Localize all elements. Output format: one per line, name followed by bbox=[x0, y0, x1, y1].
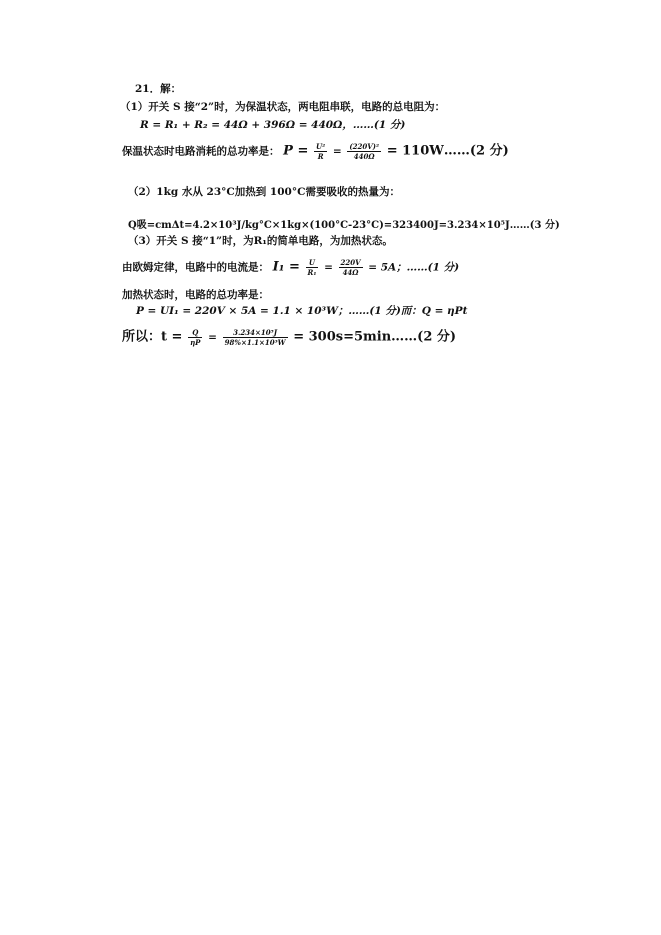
question-header: 21．解： bbox=[135, 83, 182, 95]
fraction-denominator: R bbox=[314, 151, 327, 161]
part1-power-result: = 110W……(2 分) bbox=[386, 143, 509, 159]
fraction-denominator: R₁ bbox=[307, 268, 317, 277]
fraction-denominator: 440Ω bbox=[347, 151, 381, 161]
part3-fraction-u-over-r1 bbox=[306, 258, 319, 277]
part3-current-lhs: I₁ = bbox=[272, 259, 300, 275]
part1-power-lhs: P = bbox=[283, 143, 309, 159]
part2-heat-equation: Q吸=cmΔt=4.2×10³J/kg°C×1kg×(100°C-23°C)=323400J=3.234×10⁵J……(3 分) bbox=[128, 220, 560, 231]
fraction-denominator: 44Ω bbox=[339, 267, 363, 277]
part3-fraction-q-over-etap bbox=[188, 328, 202, 347]
fraction-numerator: Q bbox=[192, 328, 199, 337]
part1-fraction-u2-over-r bbox=[314, 142, 327, 161]
part3-power-equation: P = UI₁ = 220V × 5A = 1.1 × 10³W；……(1 分)而：Q = ηPt bbox=[136, 305, 468, 317]
part3-time-result: = 300s=5min……(2 分) bbox=[293, 329, 457, 345]
part2-intro: （2）1kg 水从 23°C加热到 100°C需要吸收的热量为： bbox=[128, 186, 400, 198]
part1-resistance-equation: R = R₁ + R₂ = 44Ω + 396Ω = 440Ω，……(1 分) bbox=[140, 119, 406, 131]
fraction-numerator: 3.234×10⁵J bbox=[233, 328, 278, 337]
fraction-numerator: 220V bbox=[340, 258, 361, 267]
part3-fraction-time-values bbox=[223, 328, 288, 347]
part3-time-line: 所以：t = $\frac{Q}{\eta P}$ = $\frac{\text{3.234×10⁵J}}{\text{98\%×1.1×10³W}}$ = 300s=5min……(2 分) bbox=[122, 328, 457, 347]
part1-intro: （1）开关 S 接“2”时，为保温状态，两电阻串联，电路的总电阻为： bbox=[120, 101, 446, 113]
part1-power-line: 保温状态时电路消耗的总功率是： P = $\frac{\text{U²}}{R}$ = $\frac{\text{(220V)²}}{440\Omega}$ = 110W……(2 分) bbox=[122, 142, 509, 161]
part3-current-line: 由欧姆定律，电路中的电流是： I₁ = $\frac{U}{\text{R₁}}$ = $\frac{220V}{44\Omega}$ = 5A；……(1 分) bbox=[122, 258, 460, 277]
part3-current-label: 由欧姆定律，电路中的电流是： bbox=[122, 261, 269, 274]
part3-current-result: = 5A；……(1 分) bbox=[368, 261, 460, 274]
part1-power-label: 保温状态时电路消耗的总功率是： bbox=[122, 145, 280, 158]
fraction-numerator: (220V)² bbox=[349, 142, 380, 151]
part3-fraction-values bbox=[339, 258, 363, 277]
fraction-numerator: U² bbox=[316, 142, 326, 151]
fraction-numerator: U bbox=[308, 258, 316, 267]
fraction-denominator: 98%×1.1×10³W bbox=[224, 338, 286, 347]
part3-power-label: 加热状态时，电路的总功率是： bbox=[122, 289, 269, 301]
part3-time-label: 所以：t = bbox=[122, 329, 183, 345]
part3-intro: （3）开关 S 接“1”时，为R₁的简单电路，为加热状态。 bbox=[128, 235, 393, 247]
fraction-denominator: ηP bbox=[190, 338, 201, 347]
part1-fraction-values bbox=[347, 142, 381, 161]
